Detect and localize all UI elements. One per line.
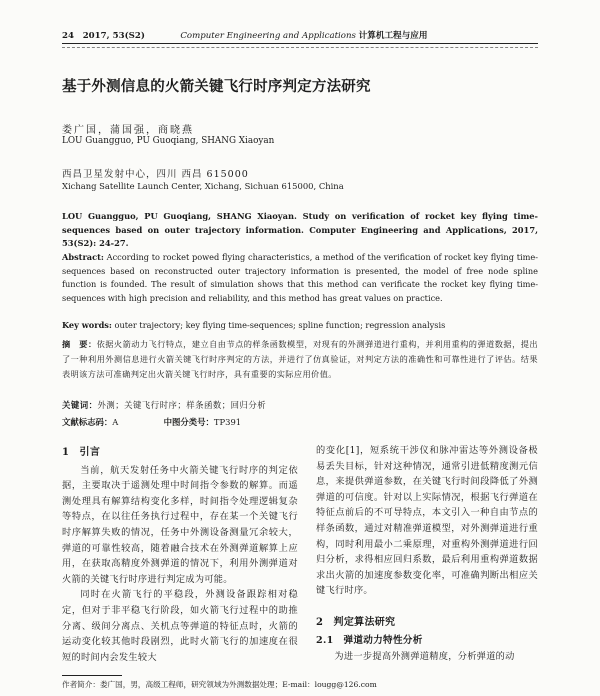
- keywords-en: [62, 319, 538, 332]
- volume-info: 2017, 53(S2): [82, 31, 145, 41]
- authors-en: LOU Guangguo, PU Guoqiang, SHANG Xiaoyan: [62, 136, 275, 146]
- paragraph: 同时在火箭飞行的平稳段，外测设备跟踪相对稳定，但对于非平稳飞行阶段，如火箭飞行过程中的助推分离、级间分离点、关机点等弹道的特征点时，火箭的运动变化较其他时段剧烈，此时火箭飞行的加速度在很短的时间内会发生较大: [62, 589, 298, 663]
- keywords-text: outer trajectory; key flying time-sequences; spline function; regression analysis: [114, 320, 446, 330]
- authors-cn: 娄广国，蒲国强，商晓燕: [62, 125, 194, 136]
- abstract-cn-text: 依据火箭动力飞行特点，建立自由节点的样条函数模型，对现有的外测弹道进行重构，并利用重构的弹道数据，提出了一种利用外测信息进行火箭关键飞行时序判定的方法，并进行了仿真验证，对判定方法的准确性和可靠性进行了评估。结果表明该方法可准确判定出火箭关键飞行时序，具有重要的实际应用价值。: [62, 339, 538, 379]
- abstract-text: According to rocket powed flying characteristics, a method of the verification of rocket key flying time-sequences based on reconstructed outer trajectory information is presented, the model of free node spline function is founded. The result of simulation shows that this method can verificate the rocket key flying time-sequences with high precision and reliability, and this method has great values on practice.: [62, 252, 538, 303]
- citation: LOU Guangguo, PU Guoqiang, SHANG Xiaoyan. Study on verification of rocket key flying time-sequences based on outer trajectory information. Computer Engineering and Applications, 2017, 53(S2): 24-27.: [62, 211, 538, 248]
- paragraph: 当前，航天发射任务中火箭关键飞行时序的判定依据，主要取决于遥测处理中时间指令参数的解算。而遥测处理具有解算结构变化多样，时间指令处理逻辑复杂等特点，在以往任务执行过程中，存在某一个关键飞行时序解算失败的情况，任务中外测设备测量冗余较大，弹道的可靠性较高，随着融合技术在外测弹道解算上应用，在获取高精度外测弹道的情况下，利用外测弹道对火箭的关键飞行时序进行判定成为可能。: [62, 464, 298, 585]
- section-2-title: 2 判定算法研究: [316, 616, 396, 628]
- journal-name-cn: 计算机工程与应用: [358, 31, 428, 41]
- abstract-cn-label: 摘 要：: [62, 339, 97, 349]
- subsection-2-1-title: 2.1 弹道动力特性分析: [316, 634, 423, 646]
- doc-code-label: 文献标志码：: [62, 417, 113, 427]
- abstract-cn: [62, 337, 538, 382]
- keywords-cn: [62, 399, 266, 411]
- right-column: [316, 443, 538, 665]
- journal-name-en: Computer Engineering and Applications: [180, 31, 356, 41]
- keywords-cn-label: 关键词：: [62, 400, 98, 410]
- paper-title: 基于外测信息的火箭关键飞行时序判定方法研究: [62, 78, 371, 95]
- affiliation-cn: 西昌卫星发射中心，四川 西昌 615000: [62, 169, 249, 180]
- paragraph: 为进一步提高外测弹道精度，分析弹道的动: [334, 651, 515, 663]
- page-number: 24: [62, 31, 74, 41]
- footnote-rule: [62, 675, 122, 676]
- doc-code: A: [112, 417, 119, 427]
- header-dash-rule: [62, 47, 538, 48]
- left-column: [62, 443, 298, 665]
- affiliation-en: Xichang Satellite Launch Center, Xichang, Sichuan 615000, China: [62, 181, 344, 191]
- footnote: 作者简介：娄广国，男，高级工程师，研究领域为外测数据处理；E-mail：lougg@126.com: [62, 680, 377, 689]
- abstract-label: Abstract:: [62, 252, 104, 262]
- abstract-en: [62, 251, 538, 305]
- keywords-label: Key words:: [62, 320, 112, 330]
- section-1-title: 1 引言: [62, 447, 101, 458]
- clc-code: TP391: [213, 417, 242, 427]
- keywords-cn-text: 外测；关键飞行时序；样条函数；回归分析: [97, 400, 267, 410]
- paragraph: 的变化[1]，短系统干涉仪和脉冲雷达等外测设备极易丢失目标，针对这种情况，通常引进低精度测元信息，来提供弹道参数，在关键飞行时间段降低了外测弹道的可信度。针对以上实际情况，根据飞行弹道在特征点前后的不可导特点，本文引入一种自由节点的样条函数，通过对精准弹道模型，对外测弹道进行重构，同时利用最小二乘原理，对重构外测弹道进行回归分析，求得相应回归系数，最后利用重构弹道数据求出火箭的加速度参数变化率，可准确判断出相应关键飞行时序。: [316, 445, 538, 597]
- running-header: [62, 29, 538, 41]
- clc-label: 中图分类号：: [163, 417, 214, 427]
- classification-line: [62, 416, 241, 428]
- header-rule: [62, 43, 538, 44]
